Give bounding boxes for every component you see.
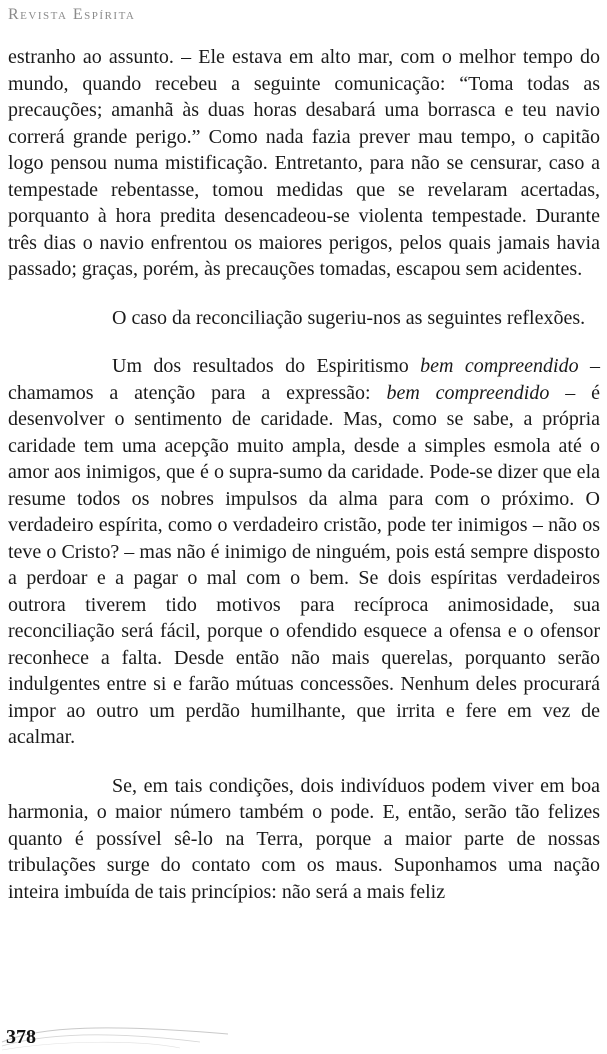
paragraph-4: Se, em tais condições, dois indivíduos podem viver em boa harmonia, o maior número também o pode. E, então, serão tão felizes quanto é possível sê-lo na Terra, porque a maior parte de nossas tribulações surge do contato com os maus. Suponhamos uma nação inteira imbuída de tais princípios: não será a mais feliz (8, 774, 600, 903)
paragraph-3-emphasis-2: bem compreendido (386, 381, 550, 404)
paragraph-3-part-2: – chamamos a atenção para a expressão: (8, 355, 600, 404)
paragraph-3-emphasis-1: bem compreendido (420, 355, 579, 377)
page-number: 378 (6, 1026, 36, 1048)
body-text (8, 44, 600, 927)
paragraph-3-part-3: – é desenvolver o sentimento de caridade. Mas, como se sabe, a própria caridade tem uma acepção muito ampla, desde a simples esmola até o amor aos inimigos, que é o supra-sumo da caridade. Pode-se dizer que ela resume todos os nobres impulsos da alma para com o próximo. O verdadeiro espírita, como o verdadeiro cristão, pode ter inimigos – não os teve o Cristo? – mas não é inimigo de ninguém, pois está sempre disposto a perdoar e a pagar o mal com o bem. Se dois espíritas verdadeiros outrora tiverem tido motivos para recíproca animosidade, sua reconciliação será fácil, porque o ofendido esquece a ofensa e o ofensor reconhece a falta. Desde então não mais querelas, porquanto serão indulgentes entre si e farão mútuas concessões. Nenhum deles procurará impor ao outro um perdão humilhante, que irrita e fere em vez de acalmar. (8, 381, 600, 748)
paragraph-3 (8, 353, 600, 751)
paragraph-3-part-1: Um dos resultados do Espiritismo (112, 355, 421, 377)
paragraph-1: estranho ao assunto. – Ele estava em alto mar, com o melhor tempo do mundo, quando recebeu a seguinte comunicação: “Toma todas as precauções; amanhã às duas horas desabará uma borrasca e teu navio correrá grande perigo.” Como nada fazia prever mau tempo, o capitão logo pensou numa mistificação. Entretanto, para não se censurar, caso a tempestade rebentasse, tomou medidas que se revelaram acertadas, porquanto à hora predita desencadeou-se violenta tempestade. Durante três dias o navio enfrentou os maiores perigos, pelos quais jamais havia passado; graças, porém, às precauções tomadas, escapou sem acidentes. (8, 46, 600, 280)
running-head-title: Revista Espírita (8, 6, 136, 23)
paragraph-2: O caso da reconciliação sugeriu-nos as seguintes reflexões. (112, 306, 586, 329)
